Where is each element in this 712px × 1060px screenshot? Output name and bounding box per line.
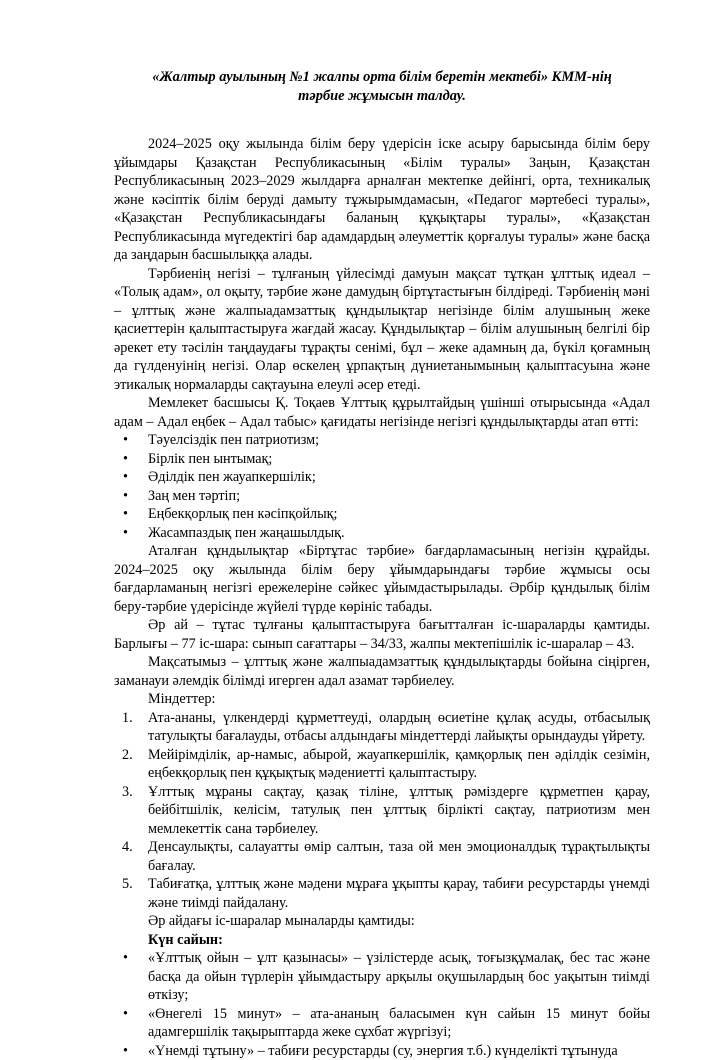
task-item [114,783,650,839]
tasks-list [114,709,650,913]
daily-list [114,949,650,1060]
list-item: • Бірлік пен ынтымақ; [114,450,650,469]
task-text: Мейірімділік, ар-намыс, абырой, жауапкершілік, қамқорлық пен әділдік сезімін, еңбекқорлық пен құқықтық мәдениетті қалыптастыру. [148,747,650,782]
task-item [114,838,650,875]
task-item [114,709,650,746]
daily-heading: Күн сайын: [114,931,650,950]
paragraph-goal: Мақсатымыз – ұлттық және жалпыадамзаттық құндылықтарды бойына сіңірген, заманауи әлемдік білімді игерген адал азамат тәрбиелеу. [114,653,650,690]
task-text: Ата-ананы, үлкендерді құрметтеуді, олардың өсиетіне құлақ асуды, отбасылық татулықты бағалауды, отбасы алдындағы міндеттерді лайықты орындауды үйрету. [148,710,650,745]
paragraph-president-values: Мемлекет басшысы Қ. Тоқаев Ұлттық құрылтайдың үшінші отырысында «Адал адам – Адал еңбек – Адал табыс» қағидаты негізінде негізгі құндылықтарды атап өтті: [114,394,650,431]
task-number: 2. [122,746,133,765]
list-item: • «Үнемді тұтыну» – табиғи ресурстарды (су, энергия т.б.) күнделікті тұтынуда [114,1042,650,1060]
document-title [114,68,650,105]
list-item: • «Ұлттық ойын – ұлт қазынасы» – үзілістерде асық, тоғызқұмалақ, бес тас және басқа да ойын түрлерін ұйымдастыру арқылы оқушылардың бос уақытын тиімді өткізу; [114,949,650,1005]
list-item: • Еңбекқорлық пен кәсіпқойлық; [114,505,650,524]
title-line-2: тәрбие жұмысын талдау. [114,87,650,106]
list-item: • Тәуелсіздік пен патриотизм; [114,431,650,450]
task-number: 4. [122,838,133,857]
paragraph-upbringing-basis: Тәрбиенің негізі – тұлғаның үйлесімді дамуын мақсат тұтқан ұлттық идеал – «Толық адам», ол оқыту, тәрбие және дамудың біртұтастығын білдіреді. Тәрбиенің мәні – ұлттық және жалпыадамзаттық құндылықтар негізінде білім алушының жеке қасиеттерін қалыптастыруға жағдай жасау. Құндылықтар – білім алушының белгілі бір әрекет ету тәсілін таңдаудағы тұрақты сенімі, бұл – жеке адамның да, бүкіл қоғамның да гүлденуінің негізі. Олар өскелең ұрпақтың дүниетанымының қалыптасуына және этикалық нормаларды сақтауына елеулі әсер етеді. [114,265,650,395]
task-number: 3. [122,783,133,802]
paragraph-events-count: Әр ай – тұтас тұлғаны қалыптастыруға бағытталған іс-шараларды қамтиды. Барлығы – 77 іс-шара: сынып сағаттары – 34/33, жалпы мектепішілік іс-шаралар – 43. [114,616,650,653]
list-item: • Жасампаздық пен жаңашылдық. [114,524,650,543]
task-text: Табиғатқа, ұлттық және мәдени мұраға ұқыпты қарау, табиғи ресурстарды үнемді және тиімді пайдалану. [148,876,650,911]
list-item: • Әділдік пен жауапкершілік; [114,468,650,487]
paragraph-legal-basis: 2024–2025 оқу жылында білім беру үдерісін іске асыру барысында білім беру ұйымдары Қазақстан Республикасының «Білім туралы» Заңын, Қазақстан Республикасының 2023–2029 жылдарға арналған мектепке дейінгі, орта, техникалық және кәсіптік білім беруді дамыту тұжырымдамасын, «Педагог мәртебесі туралы», «Қазақстан Республикасындағы баланың құқықтары туралы», «Қазақстан Республикасында мүгедектігі бар адамдардың әлеуметтік қорғалуы туралы» және басқа да заңдарын басшылыққа алады. [114,135,650,265]
task-text: Денсаулықты, салауатты өмір салтын, таза ой мен эмоционалдық тұрақтылықты бағалау. [148,839,650,874]
task-number: 1. [122,709,133,728]
task-text: Ұлттық мұраны сақтау, қазақ тіліне, ұлттық рәміздерге құрметпен қарау, бейбітшілік, келісім, татулық пен ұлттық бірлікті сақтау, патриотизм мен мемлекеттік сана тәрбиелеу. [148,784,650,837]
paragraph-tasks-heading: Міндеттер: [114,690,650,709]
values-list [114,431,650,542]
task-item [114,746,650,783]
list-item: • «Өнегелі 15 минут» – ата-ананың баласымен күн сайын 15 минут бойы адамгершілік тақырыптарда жеке сұхбат жүргізуі; [114,1005,650,1042]
paragraph-monthly-events: Әр айдағы іс-шаралар мыналарды қамтиды: [114,912,650,931]
task-item [114,875,650,912]
task-number: 5. [122,875,133,894]
title-line-1: «Жалтыр ауылының №1 жалпы орта білім беретін мектебі» КММ-нің [114,68,650,87]
list-item: • Заң мен тәртіп; [114,487,650,506]
paragraph-program-basis: Аталған құндылықтар «Біртұтас тәрбие» бағдарламасының негізін құрайды. 2024–2025 оқу жылында білім беру ұйымдарындағы тәрбие жұмысы осы бағдарламаның негізгі ережелеріне сәйкес ұйымдастырылады. Әрбір құндылық білім беру-тәрбие үдерісінде жүйелі түрде көрініс табады. [114,542,650,616]
